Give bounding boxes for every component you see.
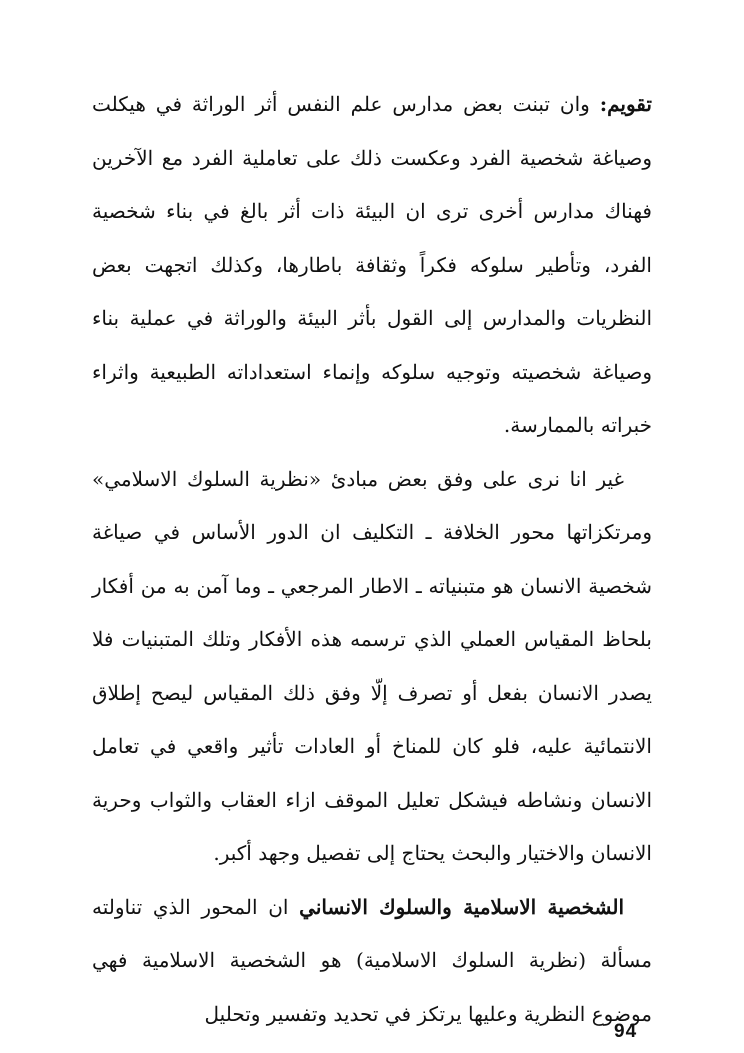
paragraph-islamic-personality [92,881,652,1042]
paragraph-text: وان تبنت بعض مدارس علم النفس أثر الوراثة في هيكلت وصياغة شخصية الفرد وعكست ذلك على تعاملية الفرد مع الآخرين فهناك مدارس أخرى ترى ان البيئة ذات أثر بالغ في بناء شخصية الفرد، وتأطير سلوكه فكراً وثقافة باطارها، وكذلك اتجهت بعض النظريات والمدارس إلى القول بأثر البيئة والوراثة في عملية بناء وصياغة شخصيته وتوجيه سلوكه وإنماء استعداداته الطبيعية واثراء خبراته بالممارسة. [92,92,652,437]
body-text [92,78,652,1041]
paragraph-text: ان المحور الذي تناولته مسألة (نظرية السلوك الاسلامية) هو الشخصية الاسلامية فهي موضوع النظرية وعليها يرتكز في تحديد وتفسير وتحليل [92,894,652,1026]
section-heading-islamic-personality: الشخصية الاسلامية والسلوك الانساني [299,894,625,919]
paragraph-text: غير انا نرى على وفق بعض مبادئ «نظرية السلوك الاسلامي» ومرتكزاتها محور الخلافة ـ التكليف ان الدور الأساس في صياغة شخصية الانسان هو متبنياته ـ الاطار المرجعي ـ وما آمن به من أفكار بلحاظ المقياس العملي الذي ترسمه هذه الأفكار وتلك المتبنيات فلا يصدر الانسان بفعل أو تصرف إلّا وفق ذلك المقياس ليصح إطلاق الانتمائية عليه، فلو كان للمناخ أو العادات تأثير واقعي في تعامل الانسان ونشاطه فيشكل تعليل الموقف ازاء العقاب والثواب وحرية الانسان والاختيار والبحث يحتاج إلى تفصيل وجهد أكبر. [92,466,652,865]
section-heading-evaluation: تقويم: [599,92,652,116]
page-number: 94 [614,1021,638,1042]
paragraph-evaluation [92,78,652,453]
paragraph-theory [92,453,652,881]
